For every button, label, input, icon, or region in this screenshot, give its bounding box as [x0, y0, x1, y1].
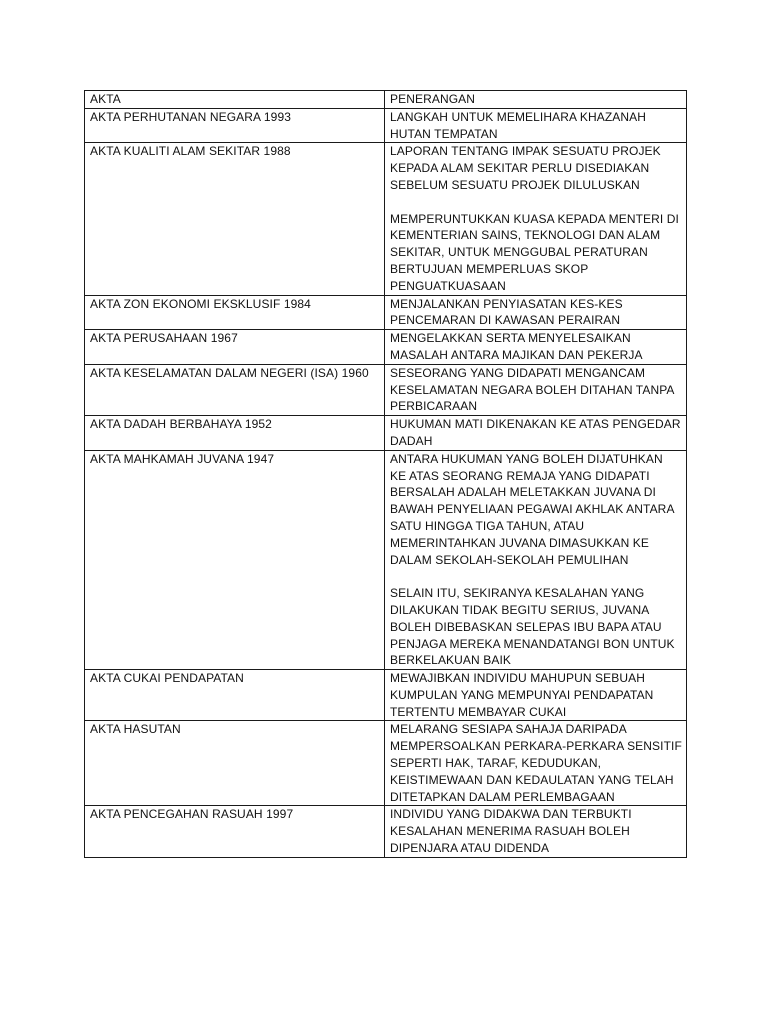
penerangan-paragraph: INDIVIDU YANG DIDAKWA DAN TERBUKTI KESALAHAN MENERIMA RASUAH BOLEH DIPENJARA ATAU DIDENDA — [390, 807, 632, 856]
table-row — [85, 330, 687, 365]
penerangan-paragraph: LANGKAH UNTUK MEMELIHARA KHAZANAH HUTAN TEMPATAN — [390, 109, 647, 141]
akta-name-cell: AKTA PENCEGAHAN RASUAH 1997 — [85, 806, 385, 857]
penerangan-paragraph: SELAIN ITU, SEKIRANYA KESALAHAN YANG DILAKUKAN TIDAK BEGITU SERIUS, JUVANA BOLEH DIBEBASKAN SELEPAS IBU BAPA ATAU PENJAGA MEREKA MENANDATANGI BON UNTUK BERKELAKUAN BAIK — [390, 586, 675, 668]
table-row — [85, 721, 687, 806]
table-body — [85, 108, 687, 857]
penerangan-paragraph: MEWAJIBKAN INDIVIDU MAHUPUN SEBUAH KUMPULAN YANG MEMPUNYAI PENDAPATAN TERTENTU MEMBAYAR CUKAI — [390, 671, 654, 719]
table-row — [85, 670, 687, 721]
akta-name-cell: AKTA ZON EKONOMI EKSKLUSIF 1984 — [85, 295, 385, 330]
table-header — [85, 91, 687, 109]
header-penerangan: PENERANGAN — [385, 91, 687, 109]
penerangan-cell — [385, 806, 687, 857]
table-row — [85, 364, 687, 415]
penerangan-cell — [385, 108, 687, 143]
penerangan-paragraph: MEMPERUNTUKKAN KUASA KEPADA MENTERI DI KEMENTERIAN SAINS, TEKNOLOGI DAN ALAM SEKITAR, UNTUK MENGGUBAL PERATURAN BERTUJUAN MEMPERLUAS SKOP PENGUATKUASAAN — [390, 211, 679, 293]
penerangan-cell — [385, 721, 687, 806]
header-akta: AKTA — [85, 91, 385, 109]
table-row — [85, 295, 687, 330]
akta-name-cell: AKTA PERUSAHAAN 1967 — [85, 330, 385, 365]
penerangan-paragraph: LAPORAN TENTANG IMPAK SESUATU PROJEK KEPADA ALAM SEKITAR PERLU DISEDIAKAN SEBELUM SESUATU PROJEK DILULUSKAN — [390, 144, 661, 192]
table-row — [85, 416, 687, 451]
akta-name-cell: AKTA DADAH BERBAHAYA 1952 — [85, 416, 385, 451]
penerangan-paragraph: MELARANG SESIAPA SAHAJA DARIPADA MEMPERSOALKAN PERKARA-PERKARA SENSITIF SEPERTI HAK, TARAF, KEDUDUKAN, KEISTIMEWAAN DAN KEDAULATAN YANG TELAH DITETAPKAN DALAM PERLEMBAGAAN — [390, 722, 682, 804]
akta-name-cell: AKTA KESELAMATAN DALAM NEGERI (ISA) 1960 — [85, 364, 385, 415]
penerangan-cell — [385, 143, 687, 295]
akta-table — [84, 90, 687, 858]
akta-name-cell: AKTA MAHKAMAH JUVANA 1947 — [85, 450, 385, 669]
penerangan-paragraph: SESEORANG YANG DIDAPATI MENGANCAM KESELAMATAN NEGARA BOLEH DITAHAN TANPA PERBICARAAN — [390, 365, 674, 414]
penerangan-cell — [385, 670, 687, 721]
akta-name-cell: AKTA KUALITI ALAM SEKITAR 1988 — [85, 143, 385, 295]
table-row — [85, 143, 687, 295]
akta-name-cell: AKTA CUKAI PENDAPATAN — [85, 670, 385, 721]
penerangan-paragraph: ANTARA HUKUMAN YANG BOLEH DIJATUHKAN KE ATAS SEORANG REMAJA YANG DIDAPATI BERSALAH ADALAH MELETAKKAN JUVANA DI BAWAH PENYELIAAN PEGAWAI AKHLAK ANTARA SATU HINGGA TIGA TAHUN, ATAU MEMERINTAHKAN JUVANA DIMASUKKAN KE DALAM SEKOLAH-SEKOLAH PEMULIHAN — [390, 451, 674, 567]
penerangan-paragraph: HUKUMAN MATI DIKENAKAN KE ATAS PENGEDAR DADAH — [390, 417, 681, 448]
header-row — [85, 91, 687, 109]
akta-name-cell: AKTA HASUTAN — [85, 721, 385, 806]
penerangan-cell — [385, 416, 687, 451]
table-row — [85, 108, 687, 143]
penerangan-cell — [385, 330, 687, 365]
penerangan-cell — [385, 295, 687, 330]
penerangan-paragraph: MENGELAKKAN SERTA MENYELESAIKAN MASALAH ANTARA MAJIKAN DAN PEKERJA — [390, 331, 643, 362]
akta-name-cell: AKTA PERHUTANAN NEGARA 1993 — [85, 108, 385, 143]
penerangan-paragraph: MENJALANKAN PENYIASATAN KES-KES PENCEMARAN DI KAWASAN PERAIRAN — [390, 296, 623, 328]
table-row — [85, 450, 687, 669]
penerangan-cell — [385, 364, 687, 415]
penerangan-cell — [385, 450, 687, 669]
table-row — [85, 806, 687, 857]
